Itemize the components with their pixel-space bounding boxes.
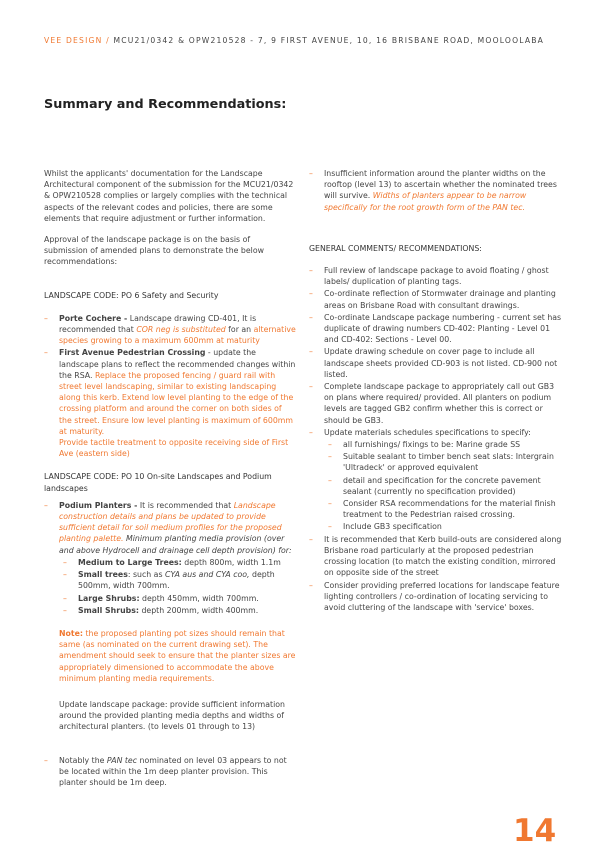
size-item bbox=[59, 569, 296, 591]
general-item: – Co-ordinate Landscape package numbering - current set has duplicate of drawing numbers CD-402: Planting - Level 01 and CD-402: Sections - Level 00. bbox=[309, 312, 565, 346]
materials-subitem: – detail and specification for the concrete pavement sealant (currently no specification provided) bbox=[324, 475, 565, 497]
first-avenue-text-3: Provide tactile treatment to opposite receiving side of First Ave (eastern side) bbox=[59, 438, 289, 459]
po10-list bbox=[44, 500, 296, 788]
rooftop-item bbox=[309, 168, 565, 213]
po6-heading: LANDSCAPE CODE: PO 6 Safety and Security bbox=[44, 290, 219, 300]
first-avenue-item bbox=[44, 347, 296, 459]
first-avenue-label: First Avenue Pedestrian Crossing bbox=[59, 348, 206, 358]
pan-text-3: nominated on level 03 appears to not be located within the 1m deep planter provision. This planter should be 1m deep. bbox=[59, 755, 287, 787]
size-value: depth 450mm, width 700mm. bbox=[139, 593, 259, 603]
planters-text-2: Landscape construction details and plans be updated to provide sufficient detail for soil medium profiles for the proposed planting palette. bbox=[59, 500, 282, 544]
first-avenue-text-2: Replace the proposed fencing / guard rail with street level landscaping, similar to existing landscaping along this kerb. Extend low level planting to the edge of the crossing platform and around the corner on both sides of the street. Ensure low level planting is maximum of 600mm at maturity. bbox=[59, 370, 294, 436]
porte-text-2: COR neg is substituted bbox=[136, 325, 226, 335]
general-list bbox=[309, 265, 565, 613]
left-column bbox=[44, 168, 296, 789]
rooftop-text-1: Insufficient information around the planter widths on the rooftop (level 13) to ascertain whether the nominated trees will survive. bbox=[324, 169, 557, 201]
general-heading: GENERAL COMMENTS/ RECOMMENDATIONS: bbox=[309, 243, 482, 253]
podium-planters-item bbox=[44, 500, 296, 733]
planters-text-1: It is recommended that bbox=[137, 500, 234, 510]
right-column bbox=[309, 168, 565, 614]
pan-tec-item bbox=[44, 755, 296, 789]
size-value: depth 500mm, width 700mm. bbox=[78, 570, 275, 591]
materials-subitem: – Consider RSA recommendations for the material finish treatment to the Pedestrian raised crossing. bbox=[324, 498, 565, 520]
size-value: depth 200mm, width 400mm. bbox=[138, 605, 259, 615]
podium-planters-label: Podium Planters - bbox=[59, 500, 138, 510]
size-label: Medium to Large Trees: bbox=[78, 557, 182, 567]
materials-intro: Update materials schedules specifications to specify: bbox=[324, 427, 531, 437]
size-label: Small Shrubs: bbox=[78, 605, 139, 615]
general-item: – Update drawing schedule on cover page to include all landscape sheets provided CD-903 is not listed. CD-900 not listed. bbox=[309, 346, 565, 380]
note-label: Note: bbox=[59, 628, 84, 638]
general-item: – Full review of landscape package to avoid floating / ghost labels/ duplication of planting tags. bbox=[309, 265, 565, 287]
size-label: Large Shrubs: bbox=[78, 593, 140, 603]
rooftop-text-2: Widths of planters appear to be narrow specifically for the root growth form of the PAN tec. bbox=[324, 191, 527, 212]
porte-text-1: Landscape drawing CD-401, It is recommended that bbox=[59, 313, 257, 335]
materials-item bbox=[309, 427, 565, 533]
general-item: – It is recommended that Kerb build-outs are considered along Brisbane road particularly at the proposed pedestrian crossing location (to match the existing condition, mirrored on opposite side of the street bbox=[309, 534, 565, 579]
approval-paragraph: Approval of the landscape package is on the basis of submission of amended plans to demonstrate the below recommendations: bbox=[44, 235, 264, 267]
brand-name: VEE DESIGN bbox=[44, 36, 103, 45]
size-item bbox=[59, 593, 296, 604]
size-value-pre: : such as bbox=[127, 570, 165, 580]
general-item: – Complete landscape package to appropriately call out GB3 on plans where required/ provided. All planters on podium levels are tagged GB2 confirm whether this is correct or should be GB3. bbox=[309, 381, 565, 426]
size-value-species: CYA aus and CYA coo, bbox=[165, 570, 250, 580]
note-paragraph bbox=[59, 628, 296, 684]
size-value: depth 800m, width 1.1m bbox=[181, 557, 281, 567]
update-paragraph: Update landscape package: provide sufficient information around the provided planting media depths and widths of architectural planters. (to levels 01 through to 13) bbox=[59, 699, 285, 732]
pan-text-1: Notably the bbox=[59, 755, 107, 765]
page-number: 14 bbox=[513, 813, 557, 847]
intro-paragraph: Whilst the applicants' documentation for the Landscape Architectural component of the submission for the MCU21/0342 & OPW210528 complies or largely complies with the technical aspects of the relevant codes and policies, there are some elements that require adjustment or further information. bbox=[44, 169, 294, 223]
size-item bbox=[59, 557, 296, 568]
header-separator: / bbox=[106, 36, 110, 45]
materials-list bbox=[324, 439, 565, 533]
page-title: Summary and Recommendations: bbox=[44, 97, 287, 112]
pan-text-2: PAN tec bbox=[106, 755, 138, 765]
planting-sizes-list bbox=[59, 557, 296, 616]
general-item: – Co-ordinate reflection of Stormwater drainage and planting areas on Brisbane Road with consultant drawings. bbox=[309, 288, 565, 310]
porte-cochere-label: Porte Cochere - bbox=[59, 313, 128, 323]
general-item: – Consider providing preferred locations for landscape feature lighting controllers / co-ordination of locating servicing to avoid cluttering of the landscape with 'service' boxes. bbox=[309, 580, 565, 614]
project-reference: MCU21/0342 & OPW210528 - 7, 9 FIRST AVENUE, 10, 16 BRISBANE ROAD, MOOLOOLABA bbox=[113, 36, 545, 45]
po10-heading: LANDSCAPE CODE: PO 10 On-site Landscapes and Podium landscapes bbox=[44, 472, 272, 493]
size-item bbox=[59, 605, 296, 616]
rooftop-list bbox=[309, 168, 565, 213]
materials-subitem: – Suitable sealant to timber bench seat slats: Intergrain 'Ultradeck' or approved equivalent bbox=[324, 451, 565, 473]
porte-cochere-item bbox=[44, 313, 296, 347]
po6-list bbox=[44, 313, 296, 460]
planters-text-3: Minimum planting media provision (over and above Hydrocell and drainage cell depth provision) for: bbox=[59, 534, 292, 555]
page-header bbox=[44, 36, 584, 45]
size-label: Small trees bbox=[78, 570, 128, 580]
porte-text-4: alternative species growing to a maximum 600mm at maturity bbox=[59, 325, 296, 346]
materials-subitem: – all furnishings/ fixings to be: Marine grade SS bbox=[324, 439, 565, 450]
materials-subitem: – Include GB3 specification bbox=[324, 521, 565, 532]
first-avenue-text-1: - update the landscape plans to reflect the recommended changes within the RSA. bbox=[59, 348, 296, 380]
note-text: the proposed planting pot sizes should remain that same (as nominated on the current drawing set). The amendment should seek to ensure that the planter sizes are appropriately dimensioned to accommodate the above minimum planting media requirements. bbox=[59, 628, 296, 683]
porte-text-3: for an bbox=[225, 325, 254, 335]
